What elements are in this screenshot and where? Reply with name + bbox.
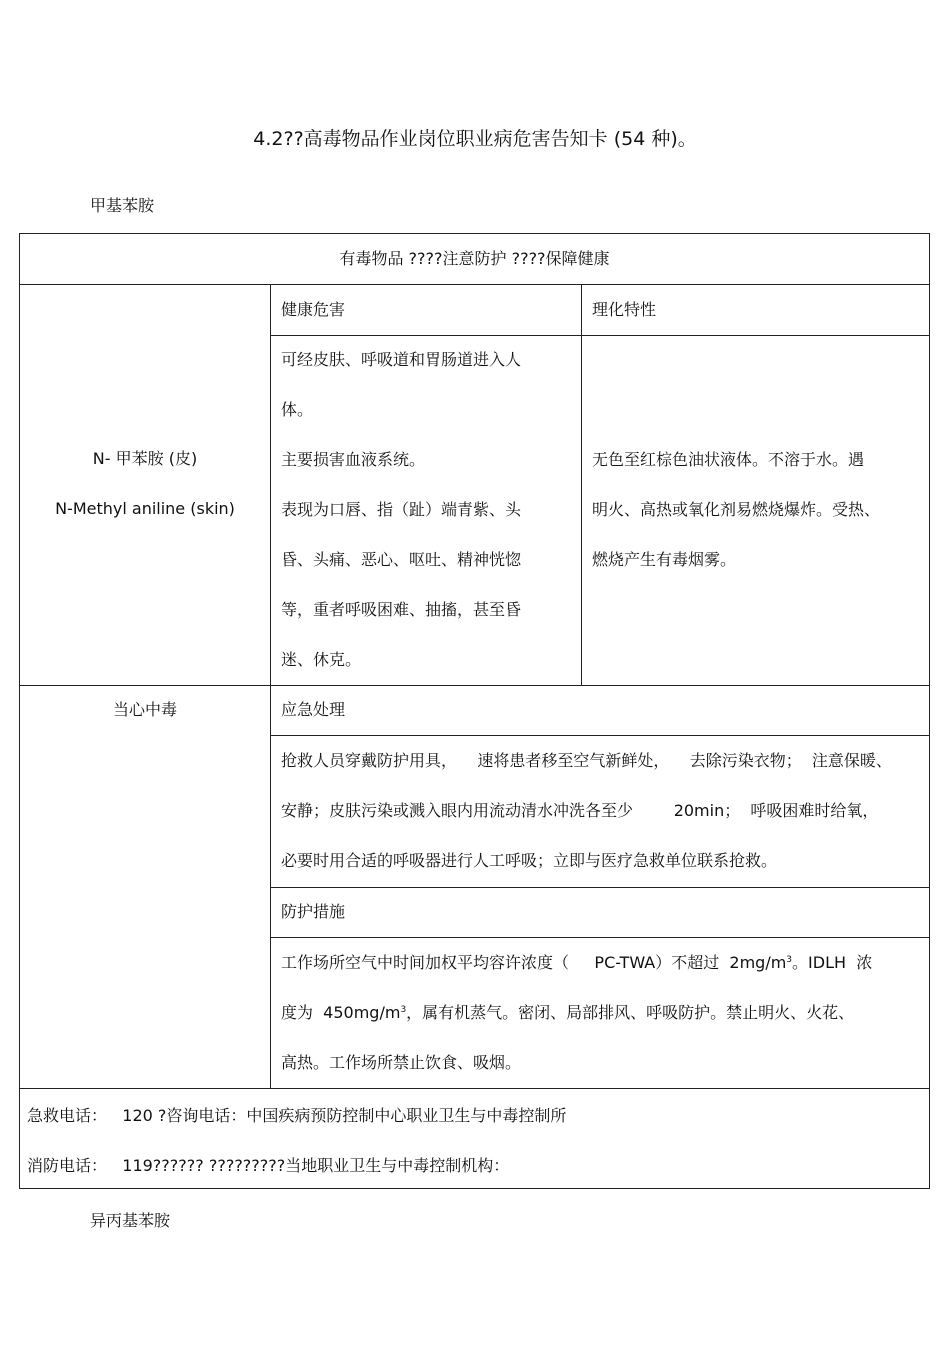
section-heading-isopropylaniline: 异丙基苯胺 xyxy=(90,1211,171,1230)
warning-label: 当心中毒 xyxy=(112,700,177,719)
protection-line xyxy=(281,938,872,988)
card-banner: 有毒物品 ????注意防护 ????保障健康 xyxy=(339,249,610,268)
emergency-line: 安静；皮肤污染或溅入眼内用流动清水冲洗各至少 20min； 呼吸困难时给氧， xyxy=(281,801,879,820)
health-hazard-line: 等，重者呼吸困难、抽搐，甚至昏 xyxy=(281,600,522,619)
divider xyxy=(581,284,582,685)
divider xyxy=(20,284,929,285)
protection-line: 高热。工作场所禁止饮食、吸烟。 xyxy=(281,1053,522,1072)
superscript: 3 xyxy=(400,1005,407,1015)
physchem-header: 理化特性 xyxy=(592,300,657,319)
health-hazard-line: 迷、休克。 xyxy=(281,650,362,669)
fire-phone-line: 消防电话： 119?????? ?????????当地职业卫生与中毒控制机构： xyxy=(27,1156,510,1175)
health-hazard-line: 表现为口唇、指（趾）端青紫、头 xyxy=(281,500,522,519)
emergency-line: 必要时用合适的呼吸器进行人工呼吸；立即与医疗急救单位联系抢救。 xyxy=(281,851,778,870)
physchem-line: 燃烧产生有毒烟雾。 xyxy=(592,550,737,569)
emergency-line: 抢救人员穿戴防护用具， 速将患者移至空气新鲜处， 去除污染衣物； 注意保暖、 xyxy=(281,751,892,770)
divider xyxy=(20,1088,929,1089)
protection-line-text: 。IDLH 浓 xyxy=(792,953,873,972)
health-hazard-line: 主要损害血液系统。 xyxy=(281,450,426,469)
protection-line-text: ，属有机蒸气。密闭、局部排风、呼吸防护。禁止明火、火花、 xyxy=(406,1003,855,1022)
emergency-header: 应急处理 xyxy=(281,700,346,719)
health-hazard-line: 可经皮肤、呼吸道和胃肠道进入人 xyxy=(281,350,522,369)
protection-line xyxy=(281,988,854,1038)
health-hazard-line: 体。 xyxy=(281,400,314,419)
physchem-line: 无色至红棕色油状液体。不溶于水。遇 xyxy=(592,450,865,469)
document-title: 4.2??高毒物品作业岗位职业病危害告知卡 (54 种)。 xyxy=(253,128,697,150)
protection-line-text: 工作场所空气中时间加权平均容许浓度（ PC-TWA）不超过 2mg/m xyxy=(281,953,787,972)
hazard-notice-card xyxy=(19,233,930,1189)
superscript: 3 xyxy=(786,955,793,965)
substance-name-cn: N- 甲苯胺 (皮) xyxy=(92,449,198,468)
protection-header: 防护措施 xyxy=(281,902,346,921)
health-hazard-line: 昏、头痛、恶心、呕吐、精神恍惚 xyxy=(281,550,522,569)
protection-line-text: 度为 450mg/m xyxy=(281,1003,401,1022)
emergency-phone-line: 急救电话： 120 ?咨询电话：中国疾病预防控制中心职业卫生与中毒控制所 xyxy=(27,1106,567,1125)
substance-name-en: N-Methyl aniline (skin) xyxy=(55,499,235,518)
physchem-line: 明火、高热或氧化剂易燃烧爆炸。受热、 xyxy=(592,500,881,519)
divider xyxy=(270,284,271,1088)
section-heading-methylaniline: 甲基苯胺 xyxy=(90,196,155,215)
health-hazard-header: 健康危害 xyxy=(281,300,346,319)
divider xyxy=(270,887,929,888)
